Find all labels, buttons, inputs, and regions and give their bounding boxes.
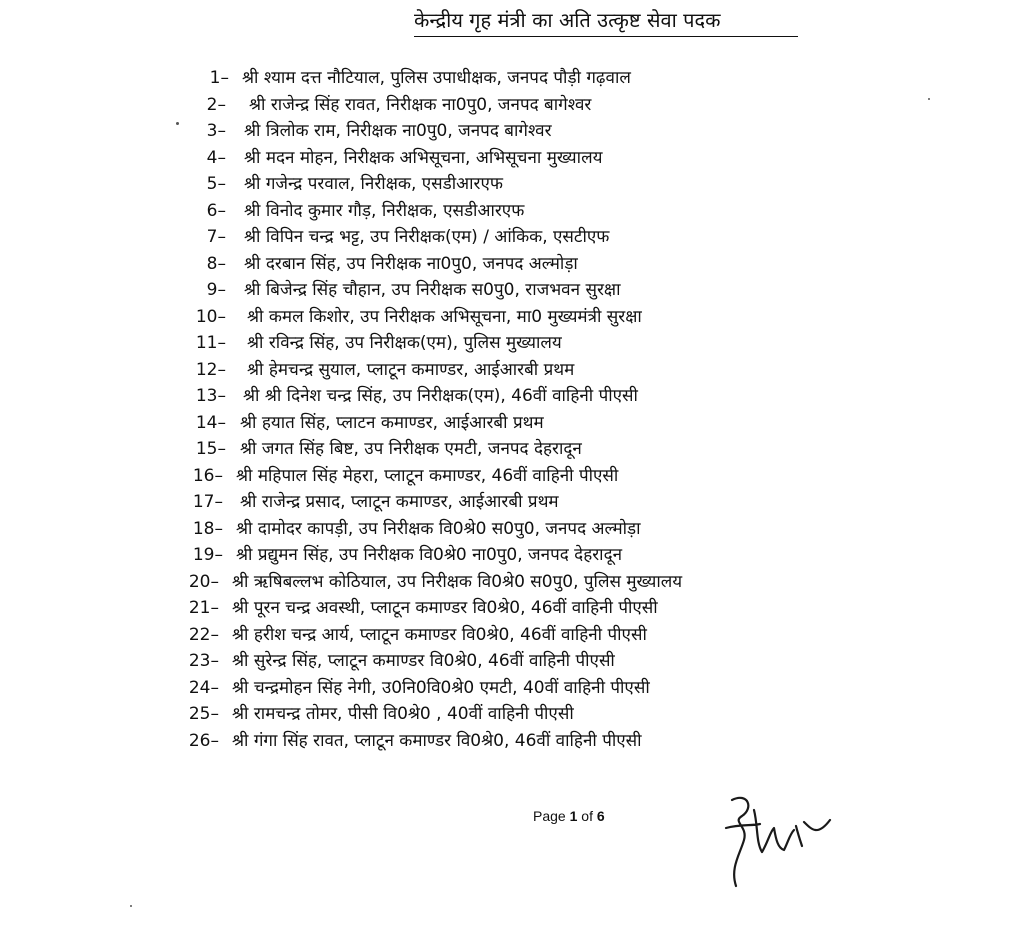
- list-item: [0, 277, 1024, 304]
- list-item-number: 11–: [195, 333, 226, 353]
- list-item-number: 7–: [206, 227, 226, 247]
- list-item: [0, 410, 1024, 437]
- list-item-text: श्री चन्द्रमोहन सिंह नेगी, उ0नि0वि0श्रे0 एमटी, 40वीं वाहिनी पीएसी: [232, 677, 650, 698]
- list-item: [0, 224, 1024, 251]
- list-item-text: श्री प्रद्युमन सिंह, उप निरीक्षक वि0श्रे0 ना0पु0, जनपद देहरादून: [236, 545, 623, 565]
- list-item-number: 21–: [188, 598, 219, 618]
- list-item-text: श्री दरबान सिंह, उप निरीक्षक ना0पु0, जनपद अल्मोड़ा: [244, 253, 578, 274]
- list-item-text: श्री राजेन्द्र सिंह रावत, निरीक्षक ना0पु0, जनपद बागेश्वर: [249, 94, 592, 115]
- list-item-text: श्री गजेन्द्र परवाल, निरीक्षक, एसडीआरएफ: [244, 174, 503, 194]
- list-item-text: श्री राजेन्द्र प्रसाद, प्लाटून कमाण्डर, आईआरबी प्रथम: [240, 492, 559, 512]
- list-item-number: 13–: [195, 386, 226, 406]
- list-item-number: 26–: [188, 730, 219, 751]
- list-item-text: श्री बिजेन्द्र सिंह चौहान, उप निरीक्षक स0पु0, राजभवन सुरक्षा: [244, 280, 621, 300]
- list-item: [0, 436, 1024, 463]
- list-item: [0, 648, 1024, 675]
- list-item-text: श्री त्रिलोक राम, निरीक्षक ना0पु0, जनपद बागेश्वर: [244, 121, 552, 141]
- page-total: 6: [596, 808, 605, 824]
- list-item-text: श्री विनोद कुमार गौड़, निरीक्षक, एसडीआरएफ: [244, 200, 525, 221]
- list-item: [0, 463, 1024, 490]
- list-item-number: 3–: [206, 121, 226, 141]
- list-item: [0, 357, 1024, 384]
- list-item: [0, 595, 1024, 622]
- list-item-number: 6–: [206, 200, 226, 221]
- list-item: [0, 516, 1024, 543]
- page-number: [533, 808, 605, 824]
- page-current: 1: [569, 808, 578, 824]
- list-item: [0, 542, 1024, 569]
- list-item-text: श्री ऋषिबल्लभ कोठियाल, उप निरीक्षक वि0श्रे0 स0पु0, पुलिस मुख्यालय: [232, 571, 683, 592]
- document-title: केन्द्रीय गृह मंत्री का अति उत्कृष्ट सेवा पदक: [414, 8, 721, 32]
- list-item-text: श्री श्री दिनेश चन्द्र सिंह, उप निरीक्षक(एम), 46वीं वाहिनी पीएसी: [243, 386, 638, 406]
- list-item-number: 4–: [206, 147, 226, 168]
- list-item: [0, 489, 1024, 516]
- page-label-middle: of: [577, 808, 597, 824]
- list-item-number: 19–: [192, 545, 223, 565]
- list-item-number: 20–: [188, 571, 219, 592]
- list-item-number: 23–: [188, 651, 219, 671]
- list-item-number: 15–: [195, 439, 226, 459]
- scan-speck: [130, 905, 132, 907]
- list-item-text: श्री सुरेन्द्र सिंह, प्लाटून कमाण्डर वि0श्रे0, 46वीं वाहिनी पीएसी: [232, 651, 615, 671]
- list-item-number: 5–: [206, 174, 226, 194]
- list-item: [0, 675, 1024, 702]
- list-item-number: 10–: [195, 306, 226, 327]
- list-item-number: 25–: [188, 704, 219, 724]
- list-item-number: 14–: [195, 412, 226, 433]
- list-item-text: श्री रामचन्द्र तोमर, पीसी वि0श्रे0 , 40वीं वाहिनी पीएसी: [232, 704, 574, 724]
- list-item-text: श्री जगत सिंह बिष्ट, उप निरीक्षक एमटी, जनपद देहरादून: [240, 439, 582, 459]
- handwritten-signature: [718, 790, 838, 900]
- list-item: [0, 622, 1024, 649]
- list-item: [0, 304, 1024, 331]
- list-item: [0, 118, 1024, 145]
- list-item: [0, 569, 1024, 596]
- list-item-text: श्री गंगा सिंह रावत, प्लाटून कमाण्डर वि0श्रे0, 46वीं वाहिनी पीएसी: [232, 730, 642, 751]
- list-item-number: 18–: [192, 518, 223, 539]
- list-item-text: श्री श्याम दत्त नौटियाल, पुलिस उपाधीक्षक, जनपद पौड़ी गढ़वाल: [242, 68, 631, 88]
- list-item-text: श्री दामोदर कापड़ी, उप निरीक्षक वि0श्रे0 स0पु0, जनपद अल्मोड़ा: [236, 518, 641, 539]
- list-item-number: 16–: [192, 465, 223, 486]
- list-item-number: 9–: [206, 280, 226, 300]
- list-item-text: श्री पूरन चन्द्र अवस्थी, प्लाटून कमाण्डर वि0श्रे0, 46वीं वाहिनी पीएसी: [232, 598, 658, 618]
- list-item: [0, 92, 1024, 119]
- page-label-prefix: Page: [533, 808, 570, 824]
- list-item: [0, 171, 1024, 198]
- list-item-text: श्री महिपाल सिंह मेहरा, प्लाटून कमाण्डर, 46वीं वाहिनी पीएसी: [236, 465, 619, 486]
- scan-speck: [176, 122, 179, 125]
- list-item: [0, 145, 1024, 172]
- list-item-number: 2–: [206, 94, 226, 115]
- list-item-text: श्री हेमचन्द्र सुयाल, प्लाटून कमाण्डर, आईआरबी प्रथम: [247, 359, 575, 380]
- list-item-number: 24–: [188, 677, 219, 698]
- scan-speck: [928, 98, 930, 100]
- list-item: [0, 198, 1024, 225]
- list-item: [0, 65, 1024, 92]
- list-item-number: 8–: [206, 253, 226, 274]
- list-item-number: 12–: [195, 359, 226, 380]
- list-item: [0, 728, 1024, 755]
- title-underline: [414, 36, 798, 37]
- list-item: [0, 701, 1024, 728]
- list-item: [0, 251, 1024, 278]
- list-item-number: 17–: [192, 492, 223, 512]
- list-item-number: 1–: [209, 68, 229, 88]
- list-item-text: श्री विपिन चन्द्र भट्ट, उप निरीक्षक(एम) / आंकिक, एसटीएफ: [244, 227, 610, 247]
- list-item-text: श्री रविन्द्र सिंह, उप निरीक्षक(एम), पुलिस मुख्यालय: [247, 333, 562, 353]
- award-list: [0, 65, 1024, 754]
- list-item-text: श्री मदन मोहन, निरीक्षक अभिसूचना, अभिसूचना मुख्यालय: [244, 147, 603, 168]
- list-item: [0, 383, 1024, 410]
- list-item: [0, 330, 1024, 357]
- list-item-text: श्री कमल किशोर, उप निरीक्षक अभिसूचना, मा0 मुख्यमंत्री सुरक्षा: [247, 306, 642, 327]
- list-item-number: 22–: [188, 624, 219, 645]
- list-item-text: श्री हरीश चन्द्र आर्य, प्लाटून कमाण्डर वि0श्रे0, 46वीं वाहिनी पीएसी: [232, 624, 647, 645]
- list-item-text: श्री हयात सिंह, प्लाटन कमाण्डर, आईआरबी प्रथम: [240, 412, 544, 433]
